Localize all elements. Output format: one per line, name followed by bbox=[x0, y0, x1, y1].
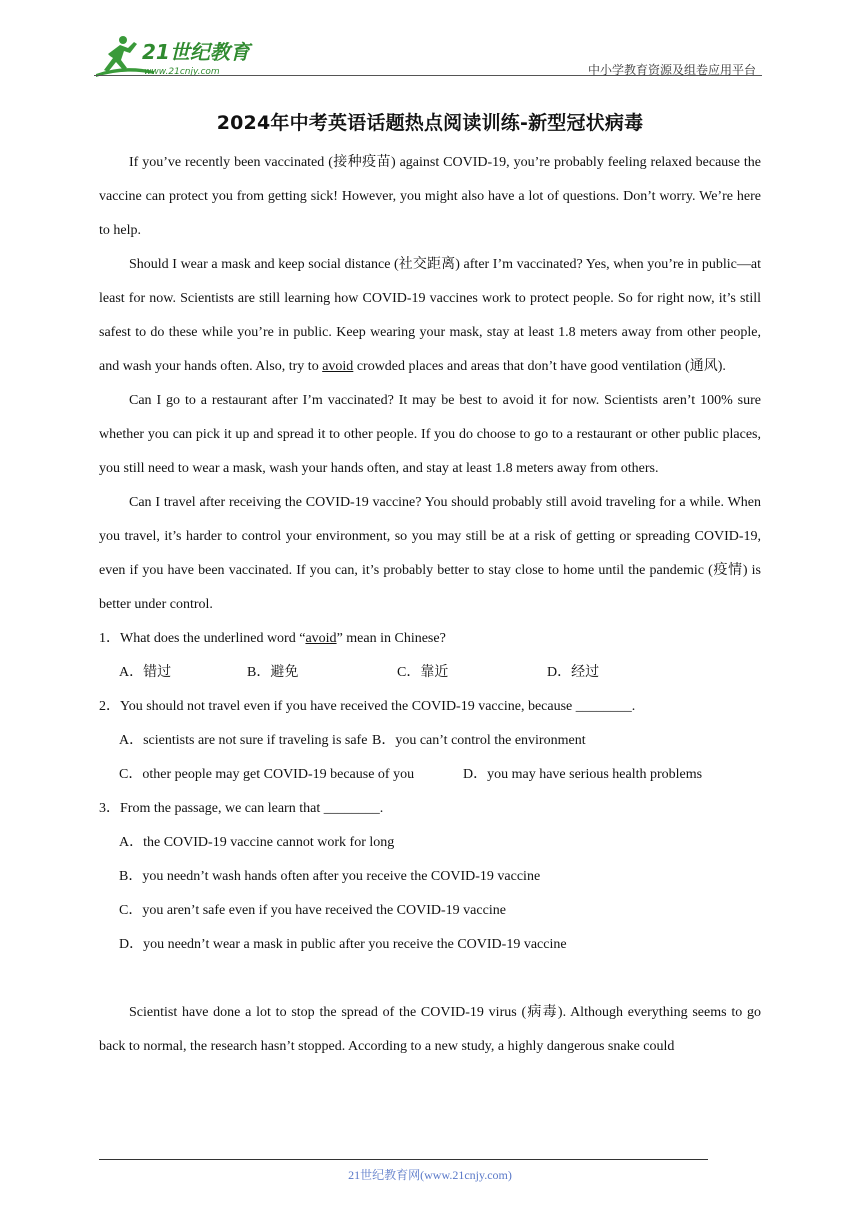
passage2-paragraph-1: Scientist have done a lot to stop the spread of the COVID-19 virus (病毒). Although everything seems to go back to normal, the research hasn’t stopped. According to a new study, a highly dangerous snake could bbox=[99, 1005, 761, 1054]
question-2: 2．You should not travel even if you have received the COVID-19 vaccine, because ________. bbox=[99, 699, 636, 714]
section-spacer bbox=[99, 962, 761, 996]
question-1-options bbox=[99, 656, 761, 690]
q2-option-d: D．you may have serious health problems bbox=[463, 767, 703, 782]
question-2-options-row-1 bbox=[99, 724, 761, 758]
question-3: 3．From the passage, we can learn that ________. bbox=[99, 801, 384, 816]
svg-text:21世纪教育: 21世纪教育 bbox=[142, 40, 250, 64]
passage1-paragraph-3: Can I go to a restaurant after I’m vaccinated? It may be best to avoid it for now. Scientists aren’t 100% sure whether you can pick it up and spread it to other people. If you do choose to go to a restaurant or other public places, you still need to wear a mask, wash your hands often, and stay at least 1.8 meters away from others. bbox=[99, 393, 761, 476]
q3-option-a: A．the COVID-19 vaccine cannot work for long bbox=[119, 835, 395, 850]
q3-option-d: D．you needn’t wear a mask in public after you receive the COVID-19 vaccine bbox=[119, 937, 567, 952]
q3-option-b: B．you needn’t wash hands often after you receive the COVID-19 vaccine bbox=[119, 869, 541, 884]
question-1: 1．What does the underlined word “avoid” mean in Chinese? bbox=[99, 631, 446, 646]
document-body bbox=[99, 146, 761, 1064]
q2-option-c: C．other people may get COVID-19 because of you bbox=[119, 767, 415, 782]
q3-option-c: C．you aren’t safe even if you have received the COVID-19 vaccine bbox=[119, 903, 506, 918]
document-title: 2024年中考英语话题热点阅读训练-新型冠状病毒 bbox=[216, 112, 644, 134]
site-logo bbox=[94, 34, 264, 78]
underlined-word: avoid bbox=[322, 359, 354, 374]
platform-name: 中小学教育资源及组卷应用平台 bbox=[587, 63, 756, 77]
q2-option-a: A．scientists are not sure if traveling is safe bbox=[119, 733, 368, 748]
passage1-paragraph-1: If you’ve recently been vaccinated (接种疫苗) against COVID-19, you’re probably feeling relaxed because the vaccine can protect you from getting sick! However, you might also have a lot of questions. Don’t worry. We’re here to help. bbox=[99, 155, 761, 238]
q1-option-a: A．错过 bbox=[119, 665, 172, 680]
q1-option-b: B．避免 bbox=[247, 665, 299, 680]
page-header bbox=[94, 34, 762, 78]
passage1-paragraph-2: Should I wear a mask and keep social distance (社交距离) after I’m vaccinated? Yes, when you’re in public—at least for now. Scientists are still learning how COVID-19 vaccines work to protect people. So for right now, it’s still safest to do these while you’re in public. Keep wearing your mask, stay at least 1.8 meters away from other people, and wash your hands often. Also, try to avoid crowded places and areas that don’t have good ventilation (通风). bbox=[99, 257, 761, 374]
footer-divider bbox=[99, 1159, 708, 1160]
q1-option-d: D．经过 bbox=[547, 665, 600, 680]
page-footer: 21世纪教育网(www.21cnjy.com) bbox=[348, 1168, 512, 1182]
q1-option-c: C．靠近 bbox=[397, 665, 449, 680]
question-2-options-row-2 bbox=[99, 758, 761, 792]
passage1-paragraph-4: Can I travel after receiving the COVID-19 vaccine? You should probably still avoid traveling for a while. When you travel, it’s harder to control your environment, so you may still be at a risk of getting or spreading COVID-19, even if you have been vaccinated. If you can, it’s probably better to stay close to home until the pandemic (疫情) is better under control. bbox=[99, 495, 761, 612]
q2-option-b: B．you can’t control the environment bbox=[372, 733, 586, 748]
header-divider bbox=[94, 75, 762, 76]
svg-text:www.21cnjy.com: www.21cnjy.com bbox=[144, 67, 220, 77]
